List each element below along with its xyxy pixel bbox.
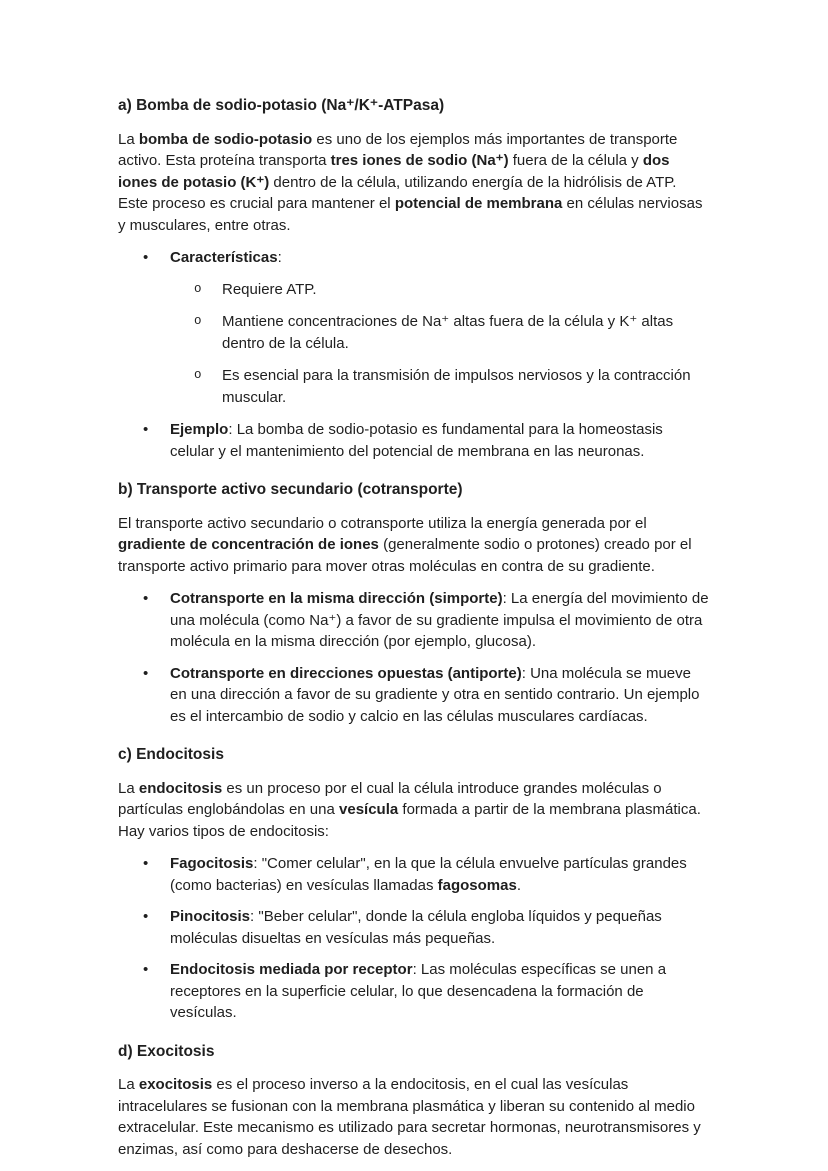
list-item-simporte [118,588,710,653]
list-item-text: Pinocitosis: "Beber celular", donde la célula engloba líquidos y pequeñas moléculas disueltas en vesículas más pequeñas. [170,908,662,947]
section-b-intro-paragraph: El transporte activo secundario o cotransporte utiliza la energía generada por el gradiente de concentración de iones (generalmente sodio o protones) creado por el transporte activo primario para mover otras moléculas en contra de su gradiente. [118,514,692,575]
list-item-text: Ejemplo: La bomba de sodio-potasio es fundamental para la homeostasis celular y el mantenimiento del potencial de membrana en las neuronas. [170,421,663,460]
sub-list-item-text: Requiere ATP. [222,280,317,298]
bullet-icon: • [143,908,149,925]
list-item-pinocitosis [118,906,710,949]
list-item-text: Cotransporte en direcciones opuestas (antiporte): Una molécula se mueve en una dirección a favor de su gradiente y otra en sentido contrario. Un ejemplo es el intercambio de sodio y calcio en las células musculares cardíacas. [170,664,700,725]
section-secondary-active-transport [118,479,710,727]
list-item-text: Características: [170,249,282,266]
section-d-intro-paragraph: La exocitosis es el proceso inverso a la endocitosis, en el cual las vesículas intracelulares se fusionan con la membrana plasmática y liberan su contenido al medio extracelular. Este mecanismo es utilizado para secretar hormonas, neurotransmisores y enzimas, así como para deshacerse de desechos. [118,1076,701,1158]
sub-list-item [118,279,710,301]
list-item-text: Cotransporte en la misma dirección (simporte): La energía del movimiento de una molécula (como Na⁺) a favor de su gradiente impulsa el movimiento de otra molécula en la misma dirección (por ejemplo, glucosa). [170,590,709,650]
bullet-icon: • [143,664,149,682]
list-item-fagocitosis [118,853,710,896]
list-item-text: Fagocitosis: "Comer celular", en la que la célula envuelve partículas grandes (como bacterias) en vesículas llamadas fagosomas. [170,855,687,894]
bullet-icon: • [143,855,149,872]
sub-list-item [118,365,710,408]
sub-list-item-text: Mantiene concentraciones de Na⁺ altas fuera de la célula y K⁺ altas dentro de la célula. [222,313,674,352]
list-item-antiporte [118,663,710,728]
section-a-intro-paragraph: La bomba de sodio-potasio es uno de los ejemplos más importantes de transporte activo. Esta proteína transporta tres iones de sodio (Na⁺) fuera de la célula y dos iones de potasio (K⁺) dentro de la célula, utilizando energía de la hidrólisis de ATP. Este proceso es crucial para mantener el potencial de membrana en células nerviosas y musculares, entre otras. [118,130,703,234]
sub-list-item [118,311,710,354]
circle-bullet-icon: o [194,368,202,382]
section-sodium-potassium-pump [118,95,710,462]
bullet-icon: • [143,421,149,438]
circle-bullet-icon: o [194,314,202,328]
sub-list-item-text: Es esencial para la transmisión de impulsos nerviosos y la contracción muscular. [222,367,691,406]
section-d-heading: d) Exocitosis [118,1042,215,1060]
section-c-intro-paragraph: La endocitosis es un proceso por el cual la célula introduce grandes moléculas o partículas englobándolas en una vesícula formada a partir de la membrana plasmática. Hay varios tipos de endocitosis: [118,779,701,840]
section-b-heading: b) Transporte activo secundario (cotransporte) [118,481,463,498]
bullet-icon: • [143,961,149,978]
section-endocitosis [118,744,710,1024]
bullet-icon: • [143,249,149,266]
list-item-ejemplo [118,419,710,462]
circle-bullet-icon: o [194,281,202,296]
list-item-text: Endocitosis mediada por receptor: Las moléculas específicas se unen a receptores en la superficie celular, lo que desencadena la formación de vesículas. [170,961,667,1021]
bullet-icon: • [143,590,149,607]
list-item-caracteristicas [118,247,710,269]
section-c-heading: c) Endocitosis [118,746,224,763]
list-item-endocitosis-receptor [118,959,710,1024]
section-a-heading: a) Bomba de sodio-potasio (Na⁺/K⁺-ATPasa) [118,97,445,114]
section-exocitosis [118,1041,710,1161]
